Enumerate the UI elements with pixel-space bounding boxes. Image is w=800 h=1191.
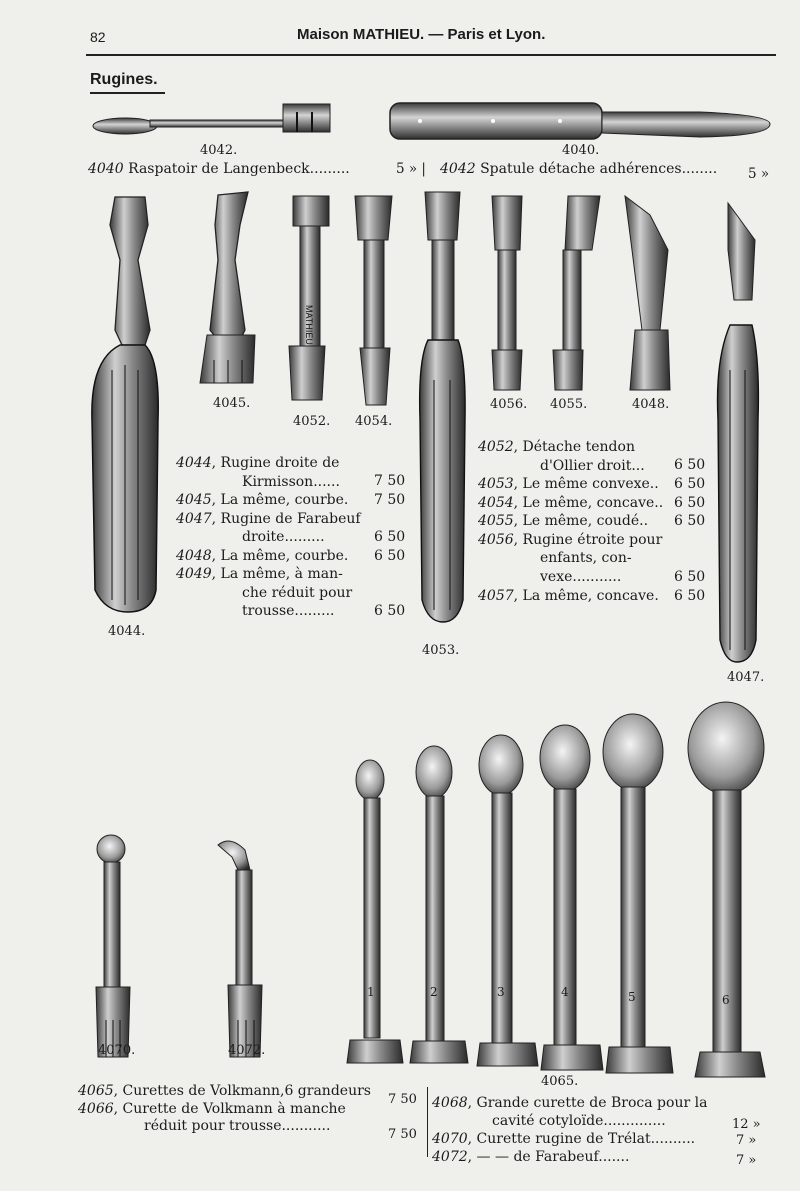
figure-label-4070: 4070.	[98, 1043, 136, 1058]
item-price: 12 »	[732, 1117, 761, 1132]
item-number: 4054	[478, 494, 514, 511]
item-price: 7 »	[736, 1133, 757, 1148]
item-name: La même, courbe.	[220, 492, 349, 508]
list-item: 4057, La même, concave. 6 50	[478, 587, 706, 604]
item-number: 4042	[440, 161, 476, 177]
item-name: Détache tendon	[522, 439, 635, 455]
list-item: 4072, — — de Farabeuf....... 7 »	[432, 1149, 757, 1168]
item-number: 4047	[176, 510, 212, 527]
rugine-4047-figure	[718, 203, 759, 662]
item-number: 4072	[432, 1149, 468, 1165]
curettes-4065-figure	[347, 702, 765, 1077]
item-price: 7 50	[374, 492, 406, 508]
item-price: 5 »	[396, 161, 418, 177]
rugine-4044-figure	[92, 197, 158, 612]
list-item: 4044, Rugine droite de Kirmisson...... 7 50	[176, 455, 406, 490]
item-name: Rugine droite de	[220, 455, 340, 471]
item-number: 4045	[176, 492, 212, 508]
item-price: 6 50	[674, 494, 706, 511]
item-number: 4052	[478, 439, 514, 455]
curette-number-6: 6	[722, 993, 730, 1007]
figure-label-4052: 4052.	[293, 414, 331, 429]
item-name-cont: droite.........	[242, 529, 325, 545]
catalog-entry-4042: 4042 Spatule détache adhérences........	[440, 161, 718, 177]
curette-4072-figure	[218, 841, 262, 1057]
item-price: 6 50	[674, 513, 706, 529]
item-name: Curette rugine de Trélat..........	[476, 1131, 696, 1147]
figure-label-4056: 4056.	[490, 397, 528, 412]
figure-label-4047: 4047.	[727, 670, 765, 685]
figure-label-4042: 4042.	[200, 143, 238, 158]
item-number: 4040	[88, 161, 124, 177]
figure-label-4053: 4053.	[422, 643, 460, 658]
page-header-title: Maison MATHIEU. — Paris et Lyon.	[297, 26, 546, 43]
item-price: 7 »	[736, 1153, 757, 1168]
item-name: — — de Farabeuf.......	[476, 1149, 630, 1165]
list-item: 4049, La même, à man- che réduit pour trousse......... 6 50	[176, 566, 406, 619]
list-item: 4055, Le même, coudé.. 6 50	[478, 513, 706, 529]
item-number: 4066	[78, 1100, 114, 1117]
item-name: Le même, coudé..	[522, 513, 649, 529]
item-name: Le même convexe..	[522, 476, 659, 492]
item-name: La même, concave.	[522, 587, 659, 604]
curette-4070-figure	[96, 835, 130, 1057]
curette-number-5: 5	[628, 990, 636, 1004]
list-item: 4056, Rugine étroite pour enfants, con- vexe........... 6 50	[478, 531, 706, 585]
item-number: 4056	[478, 531, 514, 548]
item-name: Rugine de Farabeuf	[220, 510, 361, 527]
rugine-4055-figure	[553, 196, 600, 390]
list-item: 4045, La même, courbe. 7 50	[176, 492, 406, 508]
list-item: 4048, La même, courbe. 6 50	[176, 547, 406, 564]
item-number: 4044	[176, 455, 212, 471]
figure-label-4044: 4044.	[108, 624, 146, 639]
item-name: Curette de Volkmann à manche	[122, 1100, 346, 1117]
item-price: 6 50	[674, 587, 706, 604]
rugine-4048-figure	[625, 196, 670, 390]
item-name: Curettes de Volkmann,6 grandeurs	[122, 1083, 371, 1099]
catalog-price-4042: 5 »	[748, 166, 770, 182]
item-name: Rugine étroite pour	[522, 531, 663, 548]
figure-label-4054: 4054.	[355, 414, 393, 429]
item-number: 4057	[478, 587, 514, 604]
figure-label-4065: 4065.	[541, 1074, 579, 1089]
item-name-cont: enfants, con-	[540, 550, 632, 566]
item-number: 4068	[432, 1095, 468, 1111]
item-price: 6 50	[374, 528, 406, 545]
section-title: Rugines.	[90, 71, 158, 88]
item-name: Le même, concave..	[522, 494, 664, 511]
curettes-right-list	[432, 1094, 772, 1166]
list-item: 4054, Le même, concave.. 6 50	[478, 494, 706, 511]
detache-4053-figure	[420, 192, 465, 622]
item-name: Grande curette de Broca pour la	[476, 1095, 708, 1111]
list-item: 4070, Curette rugine de Trélat.......... 7 »	[432, 1131, 757, 1148]
rugine-4056-figure	[492, 196, 522, 390]
catalog-price-4040: 5 » |	[396, 161, 426, 177]
item-name-cont: cavité cotyloïde..............	[492, 1113, 666, 1129]
curette-number-4: 4	[561, 985, 569, 999]
rugine-4045-figure	[200, 192, 255, 383]
item-name: Spatule détache adhérences	[480, 161, 682, 177]
svg-text:MATHIEU: MATHIEU	[304, 305, 314, 345]
item-price: 6 50	[374, 547, 406, 564]
item-number: 4065	[78, 1083, 114, 1099]
rugines-right-list	[478, 438, 713, 605]
list-item: 4065, Curettes de Volkmann,6 grandeurs 7 50	[78, 1083, 417, 1107]
item-number: 4048	[176, 547, 212, 564]
item-name-cont: Kirmisson......	[242, 473, 340, 490]
item-price: 6 50	[674, 568, 706, 585]
figure-label-4072: 4072.	[228, 1043, 266, 1058]
item-price: 6 50	[674, 457, 706, 473]
spatule-4040-figure	[390, 103, 770, 139]
item-price: 7 50	[388, 1126, 417, 1142]
item-name-cont: d'Ollier droit...	[540, 457, 645, 474]
item-number: 4049	[176, 566, 212, 582]
item-number: 4070	[432, 1131, 468, 1147]
list-item: 4066, Curette de Volkmann à manche réduit pour trousse........... 7 50	[78, 1100, 417, 1142]
catalog-entry-4040: 4040 Raspatoir de Langenbeck.........	[88, 161, 350, 177]
item-name-cont: trousse.........	[242, 603, 335, 619]
item-name-cont: che réduit pour	[242, 584, 353, 601]
item-price: 6 50	[674, 476, 706, 492]
list-item: 4053, Le même convexe.. 6 50	[478, 476, 706, 492]
curettes-left-list	[78, 1083, 423, 1142]
item-name-cont: réduit pour trousse...........	[144, 1118, 331, 1134]
figure-label-4048: 4048.	[632, 397, 670, 412]
curette-number-1: 1	[367, 985, 375, 999]
list-item: 4068, Grande curette de Broca pour la cavité cotyloïde.............. 12 »	[432, 1095, 761, 1132]
rugines-left-list	[176, 454, 406, 621]
list-item: 4047, Rugine de Farabeuf droite......... 6 50	[176, 510, 406, 545]
figure-label-4045: 4045.	[213, 396, 251, 411]
curette-number-3: 3	[497, 985, 505, 999]
figure-label-4055: 4055.	[550, 397, 588, 412]
detache-4054-figure	[355, 196, 392, 405]
item-name: Raspatoir de Langenbeck	[128, 161, 310, 177]
detache-4052-figure	[289, 196, 329, 400]
raspatoir-4042-figure	[93, 104, 330, 134]
item-price: 6 50	[374, 603, 406, 619]
item-price: 7 50	[374, 473, 406, 489]
item-price: 7 50	[388, 1092, 417, 1107]
item-name: La même, à man-	[220, 566, 343, 582]
item-number: 4053	[478, 476, 514, 492]
curette-number-2: 2	[430, 985, 438, 999]
column-divider	[427, 1087, 428, 1157]
item-number: 4055	[478, 513, 514, 529]
list-item: 4052, Détache tendon d'Ollier droit... 6 50	[478, 439, 706, 474]
page-number: 82	[90, 29, 106, 45]
figure-label-4040: 4040.	[562, 143, 600, 158]
item-name: La même, courbe.	[220, 547, 349, 564]
item-name-cont: vexe...........	[540, 568, 622, 585]
